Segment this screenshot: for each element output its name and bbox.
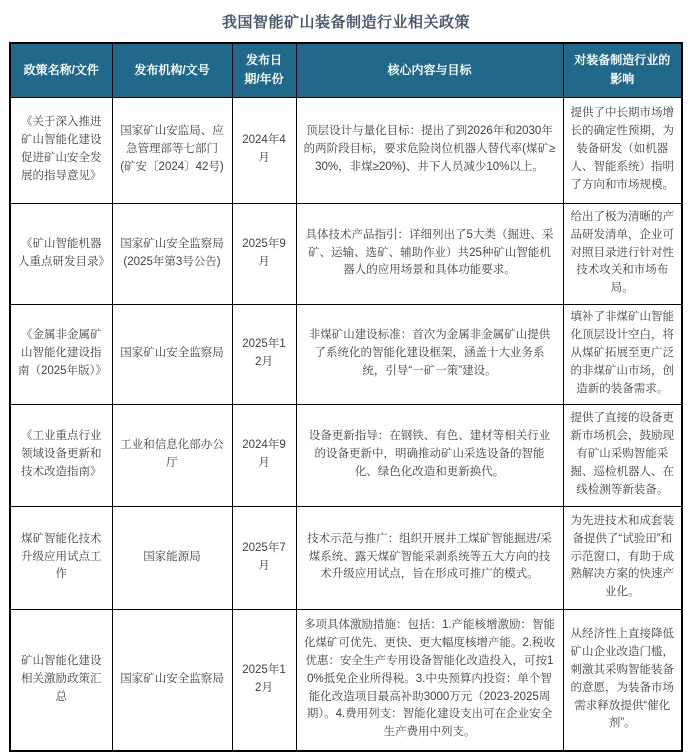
column-header-industry-impact: 对装备制造行业的影响 [563,43,682,97]
column-header-date: 发布日期/年份 [232,43,296,97]
table-row [10,609,682,751]
cell-core-content: 非煤矿山建设标准：首次为金属非金属矿山提供了系统化的智能化建设框架，涵盖十大业务系统，引导“一矿一策”建设。 [296,304,563,404]
cell-agency: 国家矿山安监局、应急管理部等七部门(矿安〔2024〕42号) [112,97,232,203]
cell-policy-name: 《矿山智能机器人重点研发目录》 [10,203,112,304]
cell-policy-name: 矿山智能化建设相关激励政策汇总 [10,609,112,751]
table-row [10,97,682,203]
table-row [10,304,682,404]
table-header-row [10,43,682,97]
table-row [10,404,682,506]
policy-table [9,42,683,752]
cell-core-content: 顶层设计与量化目标：提出了到2026年和2030年的两阶段目标，要求危险岗位机器人替代率(煤矿≥30%，非煤≥20%)、井下人员减少10%以上。 [296,97,563,203]
cell-date: 2024年9月 [232,404,296,506]
cell-policy-name: 煤矿智能化技术升级应用试点工作 [10,506,112,609]
table-row [10,506,682,609]
cell-policy-name: 《工业重点行业领域设备更新和技术改造指南》 [10,404,112,506]
column-header-core-content: 核心内容与目标 [296,43,563,97]
cell-date: 2025年7月 [232,506,296,609]
cell-industry-impact: 提供了直接的设备更新市场机会，鼓励现有矿山采购智能采掘、巡检机器人、在线检测等新装备。 [563,404,682,506]
cell-date: 2025年12月 [232,609,296,751]
cell-industry-impact: 填补了非煤矿山智能化顶层设计空白，将从煤矿拓展至更广泛的非煤矿山市场，创造新的装备需求。 [563,304,682,404]
cell-core-content: 设备更新指导：在钢铁、有色、建材等相关行业的设备更新中，明确推动矿山采选设备的智能化、绿色化改造和更新换代。 [296,404,563,506]
cell-policy-name: 《关于深入推进矿山智能化建设促进矿山安全发展的指导意见》 [10,97,112,203]
cell-date: 2025年12月 [232,304,296,404]
cell-date: 2024年4月 [232,97,296,203]
table-row [10,203,682,304]
column-header-policy-name: 政策名称/文件 [10,43,112,97]
cell-industry-impact: 提供了中长期市场增长的确定性预期，为装备研发（如机器人、智能系统）指明了方向和市场规模。 [563,97,682,203]
cell-agency: 国家矿山安全监察局 [112,609,232,751]
cell-agency: 国家矿山安全监察局 [112,304,232,404]
column-header-agency: 发布机构/文号 [112,43,232,97]
cell-industry-impact: 给出了极为清晰的产品研发清单，企业可对照目录进行针对性技术攻关和市场布局。 [563,203,682,304]
cell-agency: 工业和信息化部办公厅 [112,404,232,506]
cell-core-content: 具体技术产品指引：详细列出了5大类（掘进、采矿、运输、选矿、辅助作业）共25种矿山智能机器人的应用场景和具体功能要求。 [296,203,563,304]
cell-industry-impact: 为先进技术和成套装备提供了“试验田”和示范窗口，有助于成熟解决方案的快速产业化。 [563,506,682,609]
cell-agency: 国家能源局 [112,506,232,609]
cell-core-content: 技术示范与推广：组织开展井工煤矿智能掘进/采煤系统、露天煤矿智能采剥系统等五大方向的技术升级应用试点，旨在形成可推广的模式。 [296,506,563,609]
cell-agency: 国家矿山安全监察局(2025年第3号公告) [112,203,232,304]
page-title: 我国智能矿山装备制造行业相关政策 [221,14,470,31]
cell-core-content: 多项具体激励措施：包括：1.产能核增激励：智能化煤矿可优先、更快、更大幅度核增产能。2.税收优惠：安全生产专用设备智能化改造投入，可按10%抵免企业所得税。3.中央预算内投资：单个智能化改造项目最高补助3000万元（2023-2025周期）。4.费用列支：智能化建设支出可在企业安全生产费用中列支。 [296,609,563,751]
cell-date: 2025年9月 [232,203,296,304]
cell-industry-impact: 从经济性上直接降低矿山企业改造门槛，刺激其采购智能装备的意愿，为装备市场需求释放提供“催化剂”。 [563,609,682,751]
cell-policy-name: 《金属非金属矿山智能化建设指南（2025年版）》 [10,304,112,404]
